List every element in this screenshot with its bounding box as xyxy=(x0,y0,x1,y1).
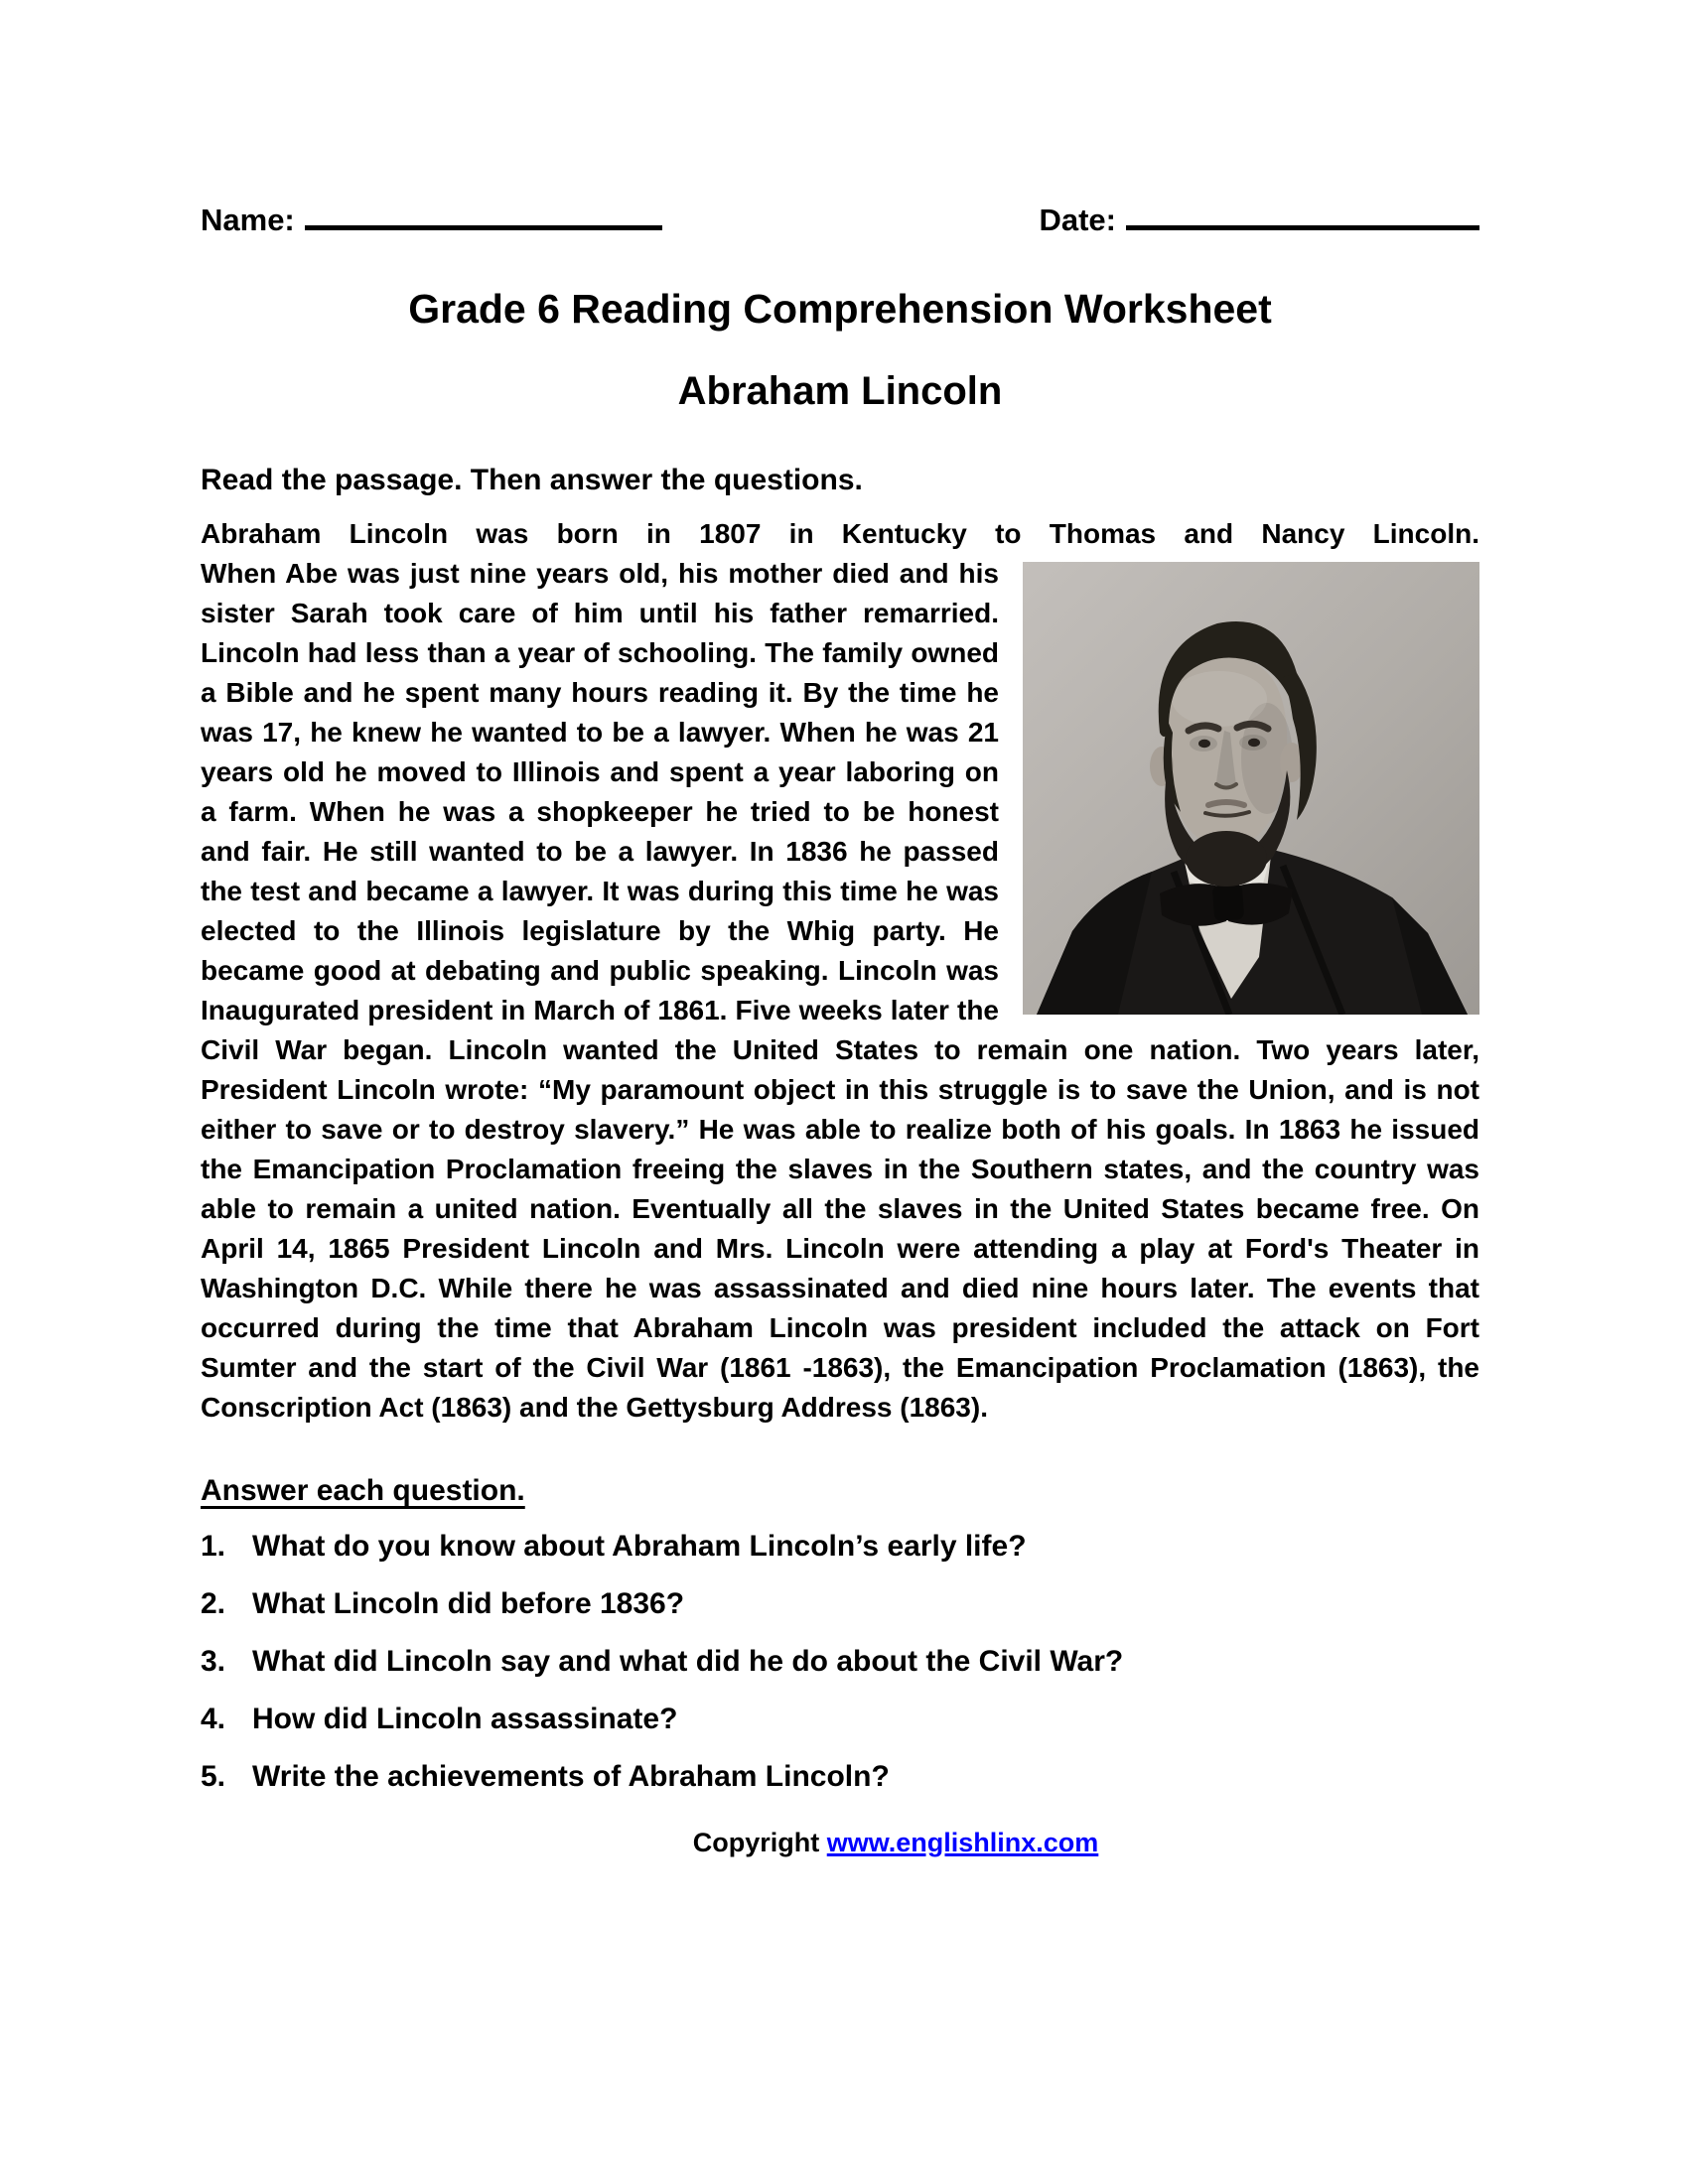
name-label: Name: xyxy=(201,203,295,237)
date-field xyxy=(1039,201,1479,240)
question-number: 5. xyxy=(201,1760,226,1793)
question-item-3 xyxy=(201,1642,1479,1682)
answer-heading: Answer each question. xyxy=(201,1474,525,1507)
question-number: 2. xyxy=(201,1587,226,1620)
passage-instruction: Read the passage. Then answer the questions. xyxy=(201,464,863,496)
lincoln-portrait-graphic xyxy=(1023,562,1479,1015)
page-title: Grade 6 Reading Comprehension Worksheet xyxy=(408,286,1272,332)
question-number: 3. xyxy=(201,1645,226,1678)
copyright-line xyxy=(201,1825,1479,1860)
question-item-5 xyxy=(201,1757,1479,1797)
question-item-4 xyxy=(201,1700,1479,1739)
question-text: How did Lincoln assassinate? xyxy=(252,1703,678,1735)
copyright-link[interactable]: www.englishlinx.com xyxy=(826,1828,1099,1857)
question-number: 1. xyxy=(201,1530,226,1563)
question-text: What did Lincoln say and what did he do about the Civil War? xyxy=(252,1645,1124,1678)
name-field xyxy=(201,201,662,240)
question-list xyxy=(201,1527,1479,1797)
question-text: What do you know about Abraham Lincoln’s early life? xyxy=(252,1530,1027,1563)
question-text: What Lincoln did before 1836? xyxy=(252,1587,685,1620)
question-item-2 xyxy=(201,1584,1479,1624)
name-blank-line xyxy=(305,201,662,230)
header-row xyxy=(201,0,1479,240)
passage-body xyxy=(201,554,1479,1428)
lincoln-portrait-photo xyxy=(1023,562,1479,1015)
question-text: Write the achievements of Abraham Lincoln? xyxy=(252,1760,890,1793)
reading-passage xyxy=(201,514,1479,1428)
page-subtitle: Abraham Lincoln xyxy=(677,369,1003,413)
question-number: 4. xyxy=(201,1703,226,1735)
passage-body-text: When Abe was just nine years old, his mother died and his sister Sarah took care of him until his father remarried. Lincoln had less than a year of schooling. The family owned a Bible and he spent many hours reading it. By the time he was 17, he knew he wanted to be a lawyer. When he was 21 years old he moved to Illinois and spent a year laboring on a farm. When he was a shopkeeper he tried to be honest and fair. He still wanted to be a lawyer. In 1836 he passed the test and became a lawyer. It was during this time he was elected to the Illinois legislature by the Whig party. He became good at debating and public speaking. Lincoln was Inaugurated president in March of 1861. Five weeks later the Civil War began. Lincoln wanted the United States to remain one nation. Two years later, President Lincoln wrote: “My paramount object in this struggle is to save the Union, and is not either to save or to destroy slavery.” He was able to realize both of his goals. In 1863 he issued the Emancipation Proclamation freeing the slaves in the Southern states, and the country was able to remain a united nation. Eventually all the slaves in the United States became free. On April 14, 1865 President Lincoln and Mrs. Lincoln were attending a play at Ford's Theater in Washington D.C. While there he was assassinated and died nine hours later. The events that occurred during the time that Abraham Lincoln was president included the attack on Fort Sumter and the start of the Civil War (1861 -1863), the Emancipation Proclamation (1863), the Conscription Act (1863) and the Gettysburg Address (1863). xyxy=(201,558,1479,1423)
date-blank-line xyxy=(1126,201,1479,230)
copyright-label: Copyright xyxy=(692,1828,820,1857)
date-label: Date: xyxy=(1039,203,1116,237)
question-item-1 xyxy=(201,1527,1479,1567)
passage-first-line: Abraham Lincoln was born in 1807 in Kentucky to Thomas and Nancy Lincoln. xyxy=(201,518,1479,549)
